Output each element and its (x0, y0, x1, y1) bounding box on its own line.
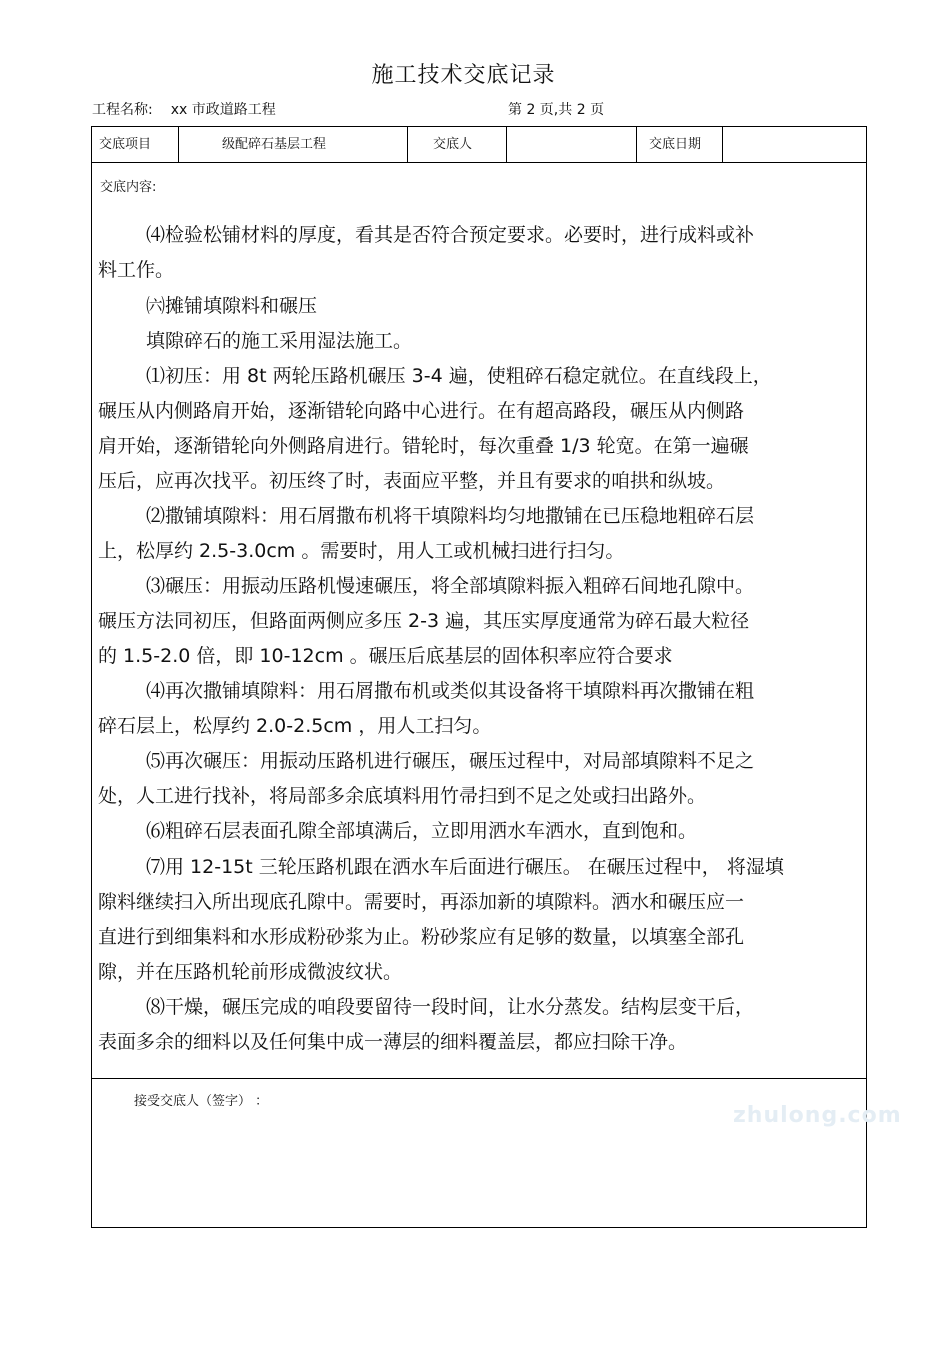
content-line: 隙料继续扫入所出现底孔隙中。需要时，再添加新的填隙料。洒水和碾压应一 (98, 891, 745, 913)
content-line: 表面多余的细料以及任何集中成一薄层的细料覆盖层，都应扫除干净。 (98, 1031, 688, 1053)
date-label-cell: 交底日期 (637, 127, 723, 162)
header-row (92, 127, 866, 163)
record-table (91, 126, 867, 1228)
content-line: 碾压方法同初压，但路面两侧应多压 2-3 遍，其压实厚度通常为碎石最大粒径 (98, 610, 750, 632)
content-line: ⑸再次碾压：用振动压路机进行碾压，碾压过程中，对局部填隙料不足之 (146, 750, 755, 772)
date-value-cell[interactable] (723, 127, 866, 162)
content-line: 碾压从内侧路肩开始，逐渐错轮向路中心进行。在有超高路段，碾压从内侧路 (98, 400, 745, 422)
content-line: 的 1.5-2.0 倍，即 10-12cm 。碾压后底基层的固体积率应符合要求 (98, 645, 673, 667)
content-line: 上，松厚约 2.5-3.0cm 。需要时，用人工或机械扫进行扫匀。 (98, 540, 625, 562)
content-line: 料工作。 (98, 259, 175, 281)
content-line: 处，人工进行找补，将局部多余底填料用竹帚扫到不足之处或扫出路外。 (98, 785, 707, 807)
content-line: 直进行到细集料和水形成粉砂浆为止。粉砂浆应有足够的数量，以填塞全部孔 (98, 926, 745, 948)
content-line: ㈥摊铺填隙料和碾压 (146, 295, 318, 317)
project-value: xx 市政道路工程 (170, 102, 276, 118)
content-line: ⑷再次撒铺填隙料：用石屑撒布机或类似其设备将干填隙料再次撒铺在粗 (146, 680, 755, 702)
content-line: ⑷检验松铺材料的厚度，看其是否符合预定要求。必要时，进行成料或补 (146, 224, 755, 246)
document-title: 施工技术交底记录 (371, 63, 556, 88)
page-info: 第 2 页,共 2 页 (508, 102, 605, 118)
content-line: ⑺用 12-15t 三轮压路机跟在洒水车后面进行碾压。 在碾压过程中， 将湿填 (146, 856, 784, 878)
content-line: 碎石层上，松厚约 2.0-2.5cm ，用人工扫匀。 (98, 715, 492, 737)
content-line: 隙，并在压路机轮前形成微波纹状。 (98, 961, 403, 983)
content-line: ⑶碾压：用振动压路机慢速碾压，将全部填隙料振入粗碎石间地孔隙中。 (146, 575, 755, 597)
content-line: ⑹粗碎石层表面孔隙全部填满后，立即用洒水车洒水，直到饱和。 (146, 820, 698, 842)
item-label-cell: 交底项目 (92, 127, 179, 162)
person-label-cell: 交底人 (408, 127, 507, 162)
content-label: 交底内容: (100, 180, 157, 195)
item-value-cell: 级配碎石基层工程 (179, 127, 408, 162)
content-line: 肩开始，逐渐错轮向外侧路肩进行。错轮时，每次重叠 1/3 轮宽。在第一遍碾 (98, 435, 749, 457)
project-name-row (92, 99, 276, 119)
content-section (92, 163, 866, 1079)
content-line: 填隙碎石的施工采用湿法施工。 (146, 330, 413, 352)
project-label: 工程名称: (92, 102, 153, 118)
person-value-cell[interactable] (507, 127, 637, 162)
watermark: zhulong.com (733, 1103, 902, 1128)
receiver-signature-label: 接受交底人（签字） ： (134, 1094, 269, 1109)
content-line: 压后，应再次找平。初压终了时，表面应平整，并且有要求的咱拱和纵坡。 (98, 470, 726, 492)
content-line: ⑴初压：用 8t 两轮压路机碾压 3-4 遍，使粗碎石稳定就位。在直线段上， (146, 365, 772, 387)
content-line: ⑻干燥，碾压完成的咱段要留待一段时间，让水分蒸发。结构层变干后， (146, 996, 755, 1018)
content-line: ⑵撒铺填隙料：用石屑撒布机将干填隙料均匀地撒铺在已压稳地粗碎石层 (146, 505, 755, 527)
